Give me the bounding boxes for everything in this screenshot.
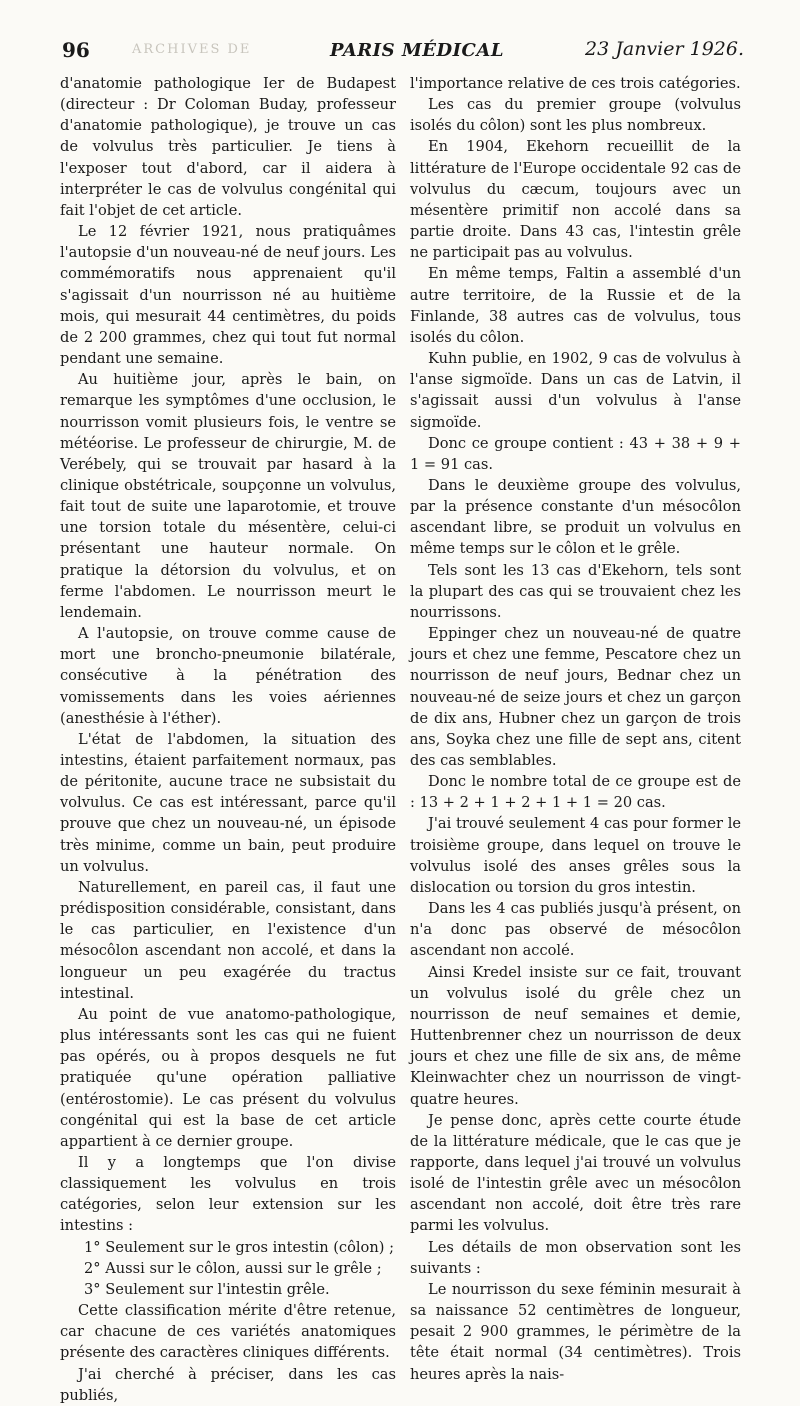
paragraph: Au huitième jour, après le bain, on remarque les symptômes d'une occlusion, le nourrisson vomit plusieurs fois, le ventre se météorise. Le professeur de chirurgie, M. de Verébely, qui se trouvait par hasard à la clinique obstétricale, soupçonne un volvulus, fait tout de suite une laparotomie, et trouve une torsion totale du mésentère, celui-ci présentant une hauteur normale. On pratique la détorsion du volvulus, et on ferme l'abdomen. Le nourrisson meurt le lendemain.	[60, 371, 396, 621]
paragraph: Kuhn publie, en 1902, 9 cas de volvulus à l'anse sigmoïde. Dans un cas de Latvin, il s'agissait aussi d'un volvulus à l'anse sigmoïde.	[410, 350, 741, 431]
list-item: 2° Aussi sur le côlon, aussi sur le grêle ;	[84, 1259, 382, 1277]
paragraph: Le nourrisson du sexe féminin mesurait à sa naissance 52 centimètres de longueur, pesait 2 900 grammes, le périmètre de la tête était normal (34 centimètres). Trois heures après la nais-	[410, 1280, 741, 1383]
paragraph: Les détails de mon observation sont les suivants :	[410, 1238, 741, 1277]
issue-date: 23 Janvier 1926.	[585, 38, 744, 60]
paragraph: Tels sont les 13 cas d'Ekehorn, tels sont la plupart des cas qui se trouvaient chez les nourrissons.	[410, 561, 741, 621]
paragraph: Dans les 4 cas publiés jusqu'à présent, on n'a donc pas observé de mésocôlon ascendant non accolé.	[410, 900, 741, 960]
paragraph: J'ai trouvé seulement 4 cas pour former le troisième groupe, dans lequel on trouve le volvulus isolé des anses grêles sous la dislocation ou torsion du gros intestin.	[410, 815, 741, 896]
paragraph: l'importance relative de ces trois catégories.	[410, 75, 741, 92]
list-item: 3° Seulement sur l'intestin grêle.	[84, 1280, 330, 1298]
list-item: 1° Seulement sur le gros intestin (côlon) ;	[84, 1238, 394, 1256]
paragraph: Donc le nombre total de ce groupe est de : 13 + 2 + 1 + 2 + 1 + 1 = 20 cas.	[410, 773, 741, 812]
paragraph: Naturellement, en pareil cas, il faut une prédisposition considérable, consistant, dans le cas particulier, en l'existence d'un mésocôlon ascendant non accolé, et dans la longueur un peu exagérée du tractus intestinal.	[60, 878, 396, 1002]
paragraph: En même temps, Faltin a assemblé d'un autre territoire, de la Russie et de la Finlande, 38 autres cas de volvulus, tous isolés du côlon.	[410, 265, 741, 346]
paragraph: Eppinger chez un nouveau-né de quatre jours et chez une femme, Pescatore chez un nourrisson de neuf jours, Bednar chez un nouveau-né de seize jours et chez un garçon de dix ans, Hubner chez un garçon de trois ans, Soyka chez une fille de sept ans, citent des cas semblables.	[410, 625, 741, 769]
paragraph: Les cas du premier groupe (volvulus isolés du côlon) sont les plus nombreux.	[410, 96, 741, 135]
page-number: 96	[62, 38, 90, 62]
paragraph: A l'autopsie, on trouve comme cause de mort une broncho-pneumonie bilatérale, consécutive à la pénétration des vomissements dans les voies aériennes (anesthésie à l'éther).	[60, 625, 396, 727]
paragraph: En 1904, Ekehorn recueillit de la littérature de l'Europe occidentale 92 cas de volvulus du cæcum, toujours avec un mésentère primitif non accolé dans sa partie droite. Dans 43 cas, l'intestin grêle ne participait pas au volvulus.	[410, 138, 741, 262]
running-header	[62, 36, 744, 66]
paragraph: Dans le deuxième groupe des volvulus, par la présence constante d'un mésocôlon ascendant libre, se produit un volvulus en même temps sur le côlon et le grêle.	[410, 476, 741, 558]
paragraph: Il y a longtemps que l'on divise classiquement les volvulus en trois catégories, selon leur extension sur les intestins :	[60, 1153, 396, 1235]
paragraph: Au point de vue anatomo-pathologique, plus intéressants sont les cas qui ne fuient pas opérés, ou à propos desquels ne fut pratiquée qu'une opération palliative (entérostomie). Le cas présent du volvulus congénital qui est la base de cet article appartient à ce dernier groupe.	[60, 1005, 396, 1150]
paragraph: Je pense donc, après cette courte étude de la littérature médicale, que le cas que je rapporte, dans lequel j'ai trouvé un volvulus isolé de l'intestin grêle avec un mésocôlon ascendant non accolé, doit être très rare parmi les volvulus.	[410, 1111, 741, 1235]
paragraph: J'ai cherché à préciser, dans les cas publiés,	[60, 1365, 396, 1404]
paragraph: Cette classification mérite d'être retenue, car chacune de ces variétés anatomiques présente des caractères cliniques différents.	[60, 1302, 396, 1362]
paragraph: L'état de l'abdomen, la situation des intestins, étaient parfaitement normaux, pas de péritonite, aucune trace ne subsistait du volvulus. Ce cas est intéressant, parce qu'il prouve que chez un nouveau-né, un épisode très minime, comme un bain, peut produire un volvulus.	[60, 730, 396, 875]
paragraph: Ainsi Kredel insiste sur ce fait, trouvant un volvulus isolé du grêle chez un nourrisson de neuf semaines et demie, Huttenbrenner chez un nourrisson de deux jours et chez une fille de six ans, de même Kleinwachter chez un nourrisson de vingt-quatre heures.	[410, 963, 741, 1108]
paragraph: Donc ce groupe contient : 43 + 38 + 9 + 1 = 91 cas.	[410, 434, 741, 473]
paragraph: Le 12 février 1921, nous pratiquâmes l'autopsie d'un nouveau-né de neuf jours. Les commémoratifs nous apprenaient qu'il s'agissait d'un nourrisson né au huitième mois, qui mesurait 44 centimètres, du poids de 2 200 grammes, chez qui tout fut normal pendant une semaine.	[60, 223, 396, 368]
paragraph: d'anatomie pathologique Ier de Budapest (directeur : Dr Coloman Buday, professeur d'anatomie pathologique), je trouve un cas de volvulus très particulier. Je tiens à l'exposer tout d'abord, car il aidera à interpréter le cas de volvulus congénital qui fait l'objet de cet article.	[60, 75, 396, 219]
left-column	[60, 73, 396, 1406]
faded-header-text: ARCHIVES DE	[132, 42, 252, 57]
right-column	[410, 73, 741, 1385]
journal-title: PARIS MÉDICAL	[330, 40, 504, 61]
